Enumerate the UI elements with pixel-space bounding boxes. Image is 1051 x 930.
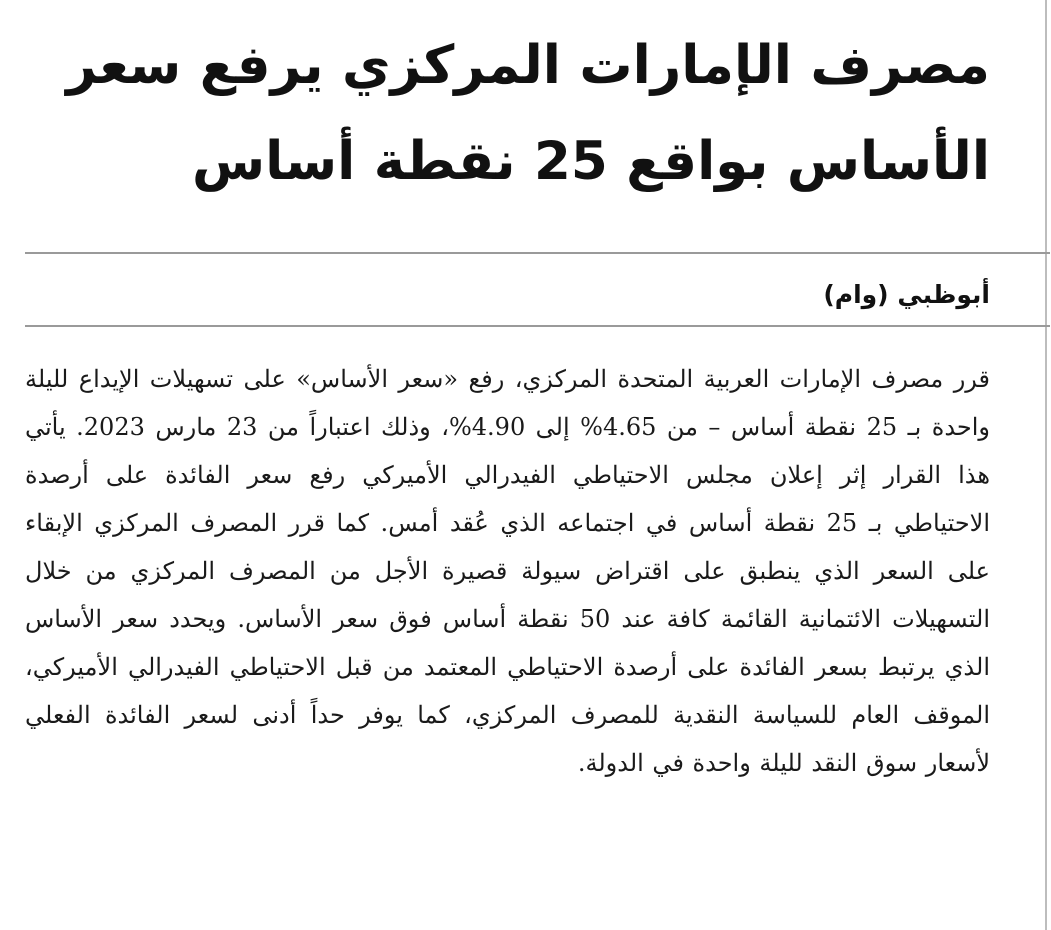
column-divider — [1045, 0, 1047, 930]
article — [25, 18, 990, 210]
byline: أبوظبي (وام) — [823, 280, 990, 309]
byline-divider — [25, 325, 1050, 327]
headline: مصرف الإمارات المركزي يرفع سعر الأساس بواقع 25 نقطة أساس — [66, 35, 990, 192]
article-body: قرر مصرف الإمارات العربية المتحدة المركزي، رفع «سعر الأساس» على تسهيلات الإيداع لليلة واحدة بـ 25 نقطة أساس – من 4.65% إلى 4.90%، وذلك اعتباراً من 23 مارس 2023. يأتي هذا القرار إثر إعلان مجلس الاحتياطي الفيدرالي الأميركي رفع سعر الفائدة على أرصدة الاحتياطي بـ 25 نقطة أساس في اجتماعه الذي عُقد أمس. كما قرر المصرف المركزي الإبقاء على السعر الذي ينطبق على اقتراض سيولة قصيرة الأجل من المصرف المركزي من خلال التسهيلات الائتمانية القائمة كافة عند 50 نقطة أساس فوق سعر الأساس. ويحدد سعر الأساس الذي يرتبط بسعر الفائدة على أرصدة الاحتياطي المعتمد من قبل الاحتياطي الفيدرالي الأميركي، الموقف العام للسياسة النقدية للمصرف المركزي، كما يوفر حداً أدنى لسعر الفائدة الفعلي لأسعار سوق النقد لليلة واحدة في الدولة. — [25, 365, 991, 777]
headline-divider — [25, 252, 1050, 254]
